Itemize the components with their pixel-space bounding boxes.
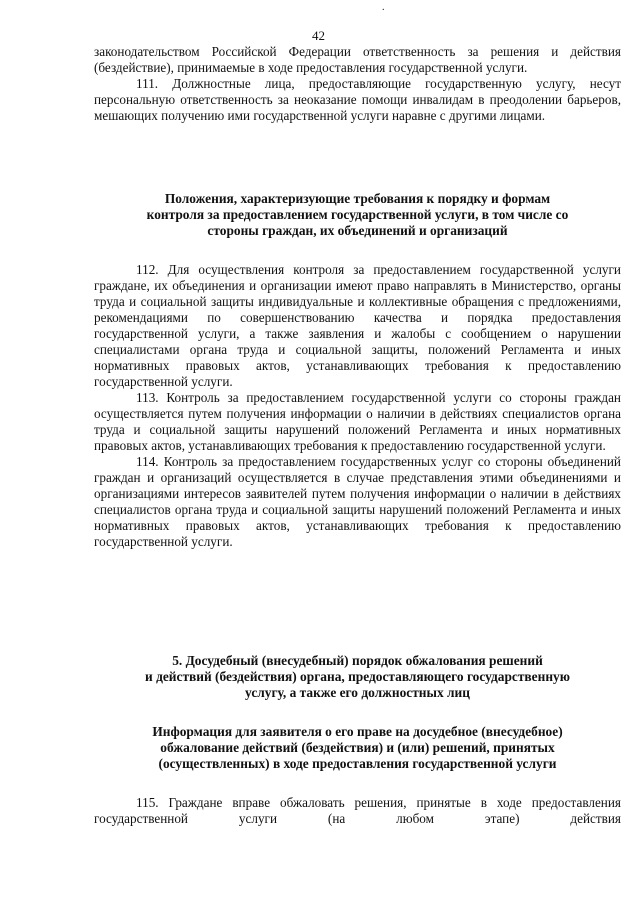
paragraph-115-block xyxy=(94,795,621,827)
paragraphs-112-114 xyxy=(94,262,621,550)
heading-5-line1: 5. Досудебный (внесудебный) порядок обжалования решений xyxy=(172,653,543,668)
section-heading-5 xyxy=(94,653,621,701)
heading-control-line2: контроля за предоставлением государственной услуги, в том числе со xyxy=(146,207,569,222)
paragraph-continuation-block xyxy=(94,44,621,124)
paragraph-113: 113. Контроль за предоставлением государственной услуги со стороны граждан осуществляется путем получения информации о наличии в действиях специалистов органа труда и социальной защиты нарушений положений Регламента и иных нормативных правовых актов, устанавливающих требования к предоставлению государственной услуги. xyxy=(94,390,621,453)
paragraph-112: 112. Для осуществления контроля за предоставлением государственной услуги граждане, их объединения и организации имеют право направлять в Министерство, органы труда и социальной защиты индивидуальные и коллективные обращения с предложениями, рекомендациями по совершенствованию качества и порядка предоставления государственной услуги, а также заявления и жалобы с сообщением о нарушении специалистами органа труда и социальной защиты, положений Регламента и иных нормативных правовых актов, устанавливающих требования к предоставлению государственной услуги. xyxy=(94,262,621,389)
heading-5-line2: и действий (бездействия) органа, предоставляющего государственную xyxy=(145,669,570,684)
heading-5-line3: услугу, а также его должностных лиц xyxy=(245,685,470,700)
section-heading-information xyxy=(94,724,621,772)
paragraph-114: 114. Контроль за предоставлением государственных услуг со стороны объединений граждан и организаций осуществляется в случае представления этими объединениями и организациями интересов заявителей путем получения информации о наличии в действиях специалистов органа труда и социальной защиты нарушений положений Регламента и иных нормативных правовых актов, устанавливающих требования к предоставлению государственной услуги. xyxy=(94,454,621,549)
heading-control-line3: стороны граждан, их объединений и организаций xyxy=(207,223,508,238)
heading-control-line1: Положения, характеризующие требования к порядку и формам xyxy=(164,191,551,206)
paragraph-continuation: законодательством Российской Федерации ответственность за решения и действия (бездействие), принимаемые в ходе предоставления государственной услуги. xyxy=(94,44,621,75)
section-heading-control xyxy=(94,191,621,239)
paragraph-115: 115. Граждане вправе обжаловать решения, принятые в ходе предоставления государственной услуги (на любом этапе) действия xyxy=(94,795,621,826)
heading-info-line3: (осуществленных) в ходе предоставления государственной услуги xyxy=(158,756,557,771)
heading-info-line1: Информация для заявителя о его праве на досудебное (внесудебное) xyxy=(152,724,563,739)
page-number: 42 xyxy=(312,28,325,43)
heading-info-line2: обжалование действий (бездействия) и (или) решений, принятых xyxy=(160,740,555,755)
paragraph-111: 111. Должностные лица, предоставляющие государственную услугу, несут персональную ответственность за неоказание помощи инвалидам в преодолении барьеров, мешающих получению ими государственной услуги наравне с другими лицами. xyxy=(94,76,621,123)
top-dot: . xyxy=(382,2,385,13)
